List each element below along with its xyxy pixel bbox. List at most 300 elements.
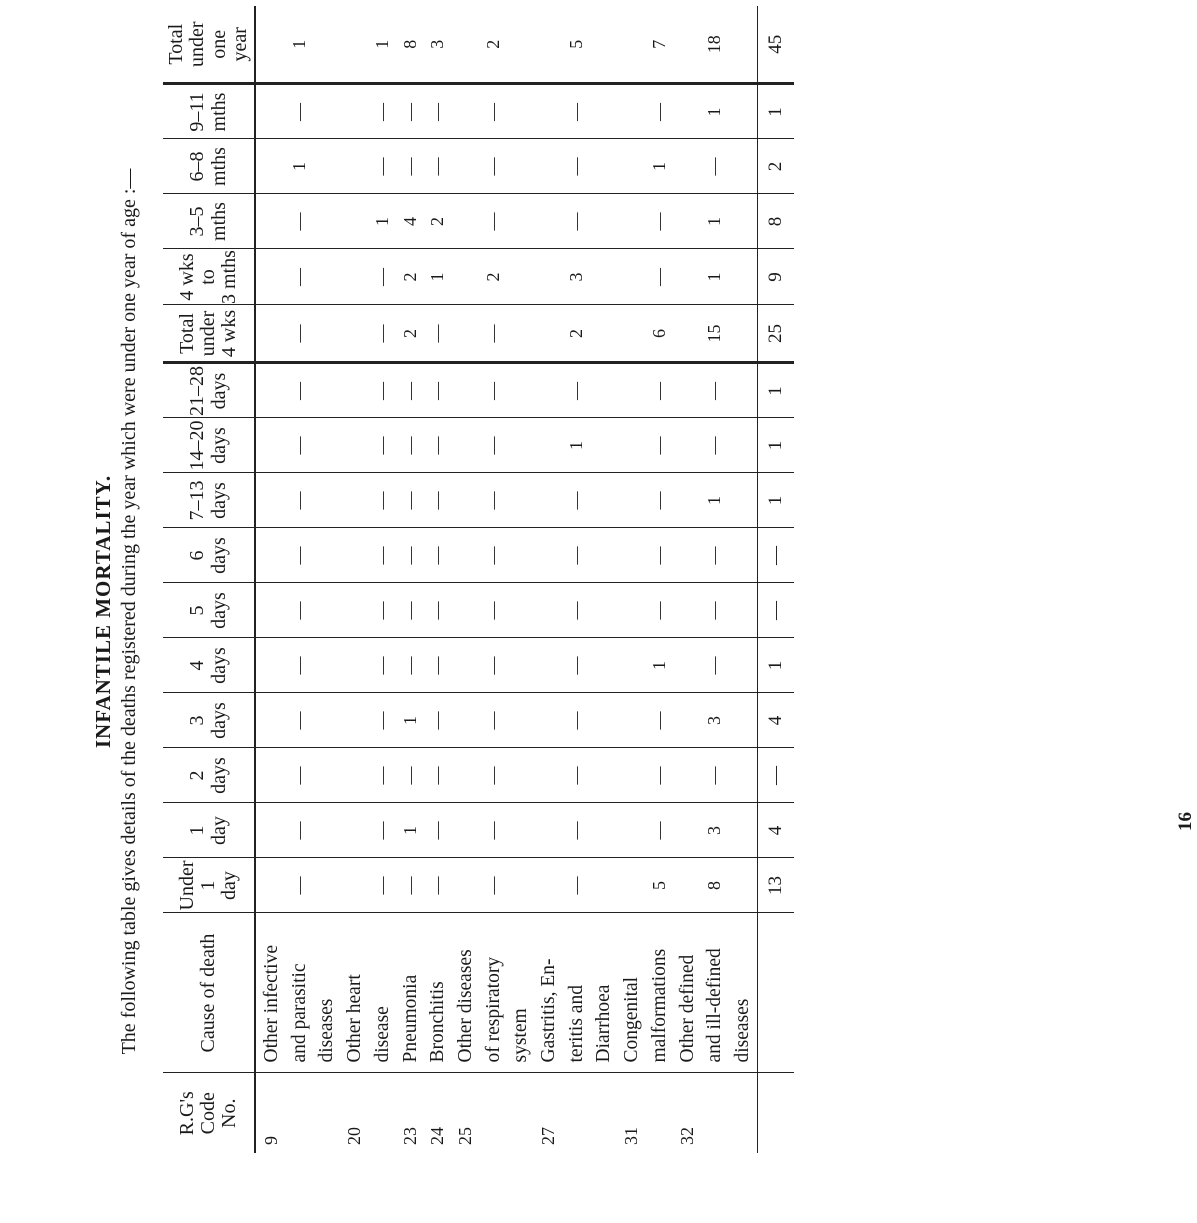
age-count-cell (674, 748, 702, 803)
age-count-cell (341, 528, 369, 583)
cause-of-death-cell: Pneumonia (397, 913, 425, 1073)
age-count-cell (590, 194, 618, 249)
age-count-cell (507, 139, 535, 194)
total-count-cell: 1 (757, 418, 794, 473)
age-count-cell (507, 6, 535, 84)
age-count-cell: — (424, 528, 452, 583)
age-count-cell (729, 693, 757, 748)
infant-mortality-table (163, 6, 794, 1153)
age-count-cell: — (397, 418, 425, 473)
table-row (618, 6, 646, 1153)
col-header-21-28-days: 21–28 days (163, 363, 255, 418)
age-count-cell (341, 748, 369, 803)
age-count-cell: 2 (397, 249, 425, 305)
age-count-cell: 2 (563, 305, 591, 363)
col-header-6-days: 6 days (163, 528, 255, 583)
age-count-cell (507, 249, 535, 305)
age-count-cell (452, 194, 480, 249)
age-count-cell (535, 6, 563, 84)
age-count-cell: — (369, 418, 397, 473)
age-count-cell (452, 638, 480, 693)
age-count-cell: — (646, 194, 674, 249)
rg-code-cell: 9 (261, 1136, 281, 1145)
age-count-cell: 1 (646, 139, 674, 194)
age-count-cell (313, 305, 341, 363)
age-count-cell (618, 748, 646, 803)
age-count-cell (674, 638, 702, 693)
age-count-cell (618, 249, 646, 305)
col-header-5-days: 5 days (163, 583, 255, 638)
age-count-cell (313, 803, 341, 858)
age-count-cell (452, 583, 480, 638)
age-count-cell: — (286, 249, 314, 305)
age-count-cell (674, 363, 702, 418)
age-count-cell: — (563, 693, 591, 748)
age-count-cell: — (397, 139, 425, 194)
age-count-cell: — (286, 638, 314, 693)
table-row (286, 6, 314, 1153)
col-header-2-days: 2 days (163, 748, 255, 803)
age-count-cell (313, 194, 341, 249)
total-count-cell: 45 (757, 6, 794, 84)
age-count-cell (590, 748, 618, 803)
age-count-cell (313, 84, 341, 139)
age-count-cell (452, 858, 480, 913)
age-count-cell (255, 638, 286, 693)
age-count-cell: — (286, 693, 314, 748)
age-count-cell (590, 418, 618, 473)
age-count-cell: — (424, 139, 452, 194)
rg-code-cell: 24 (427, 1127, 448, 1145)
age-count-cell: — (424, 638, 452, 693)
age-count-cell (341, 305, 369, 363)
age-count-cell: — (646, 473, 674, 528)
age-count-cell (341, 418, 369, 473)
age-count-cell: 1 (701, 194, 729, 249)
age-count-cell (674, 249, 702, 305)
age-count-cell (729, 6, 757, 84)
total-count-cell: — (757, 583, 794, 638)
intro-text: The following table gives details of the deaths registered during the year which were under one year of age :— (118, 168, 140, 1055)
age-count-cell (313, 748, 341, 803)
cause-of-death-cell: of respiratory (480, 913, 508, 1073)
age-count-cell (313, 583, 341, 638)
age-count-cell (674, 473, 702, 528)
age-count-cell (729, 363, 757, 418)
age-count-cell (729, 638, 757, 693)
age-count-cell: — (563, 194, 591, 249)
age-count-cell: — (369, 473, 397, 528)
age-count-cell (341, 693, 369, 748)
totals-code-blank (757, 1073, 794, 1153)
age-count-cell: — (424, 84, 452, 139)
age-count-cell: — (646, 693, 674, 748)
age-count-cell: — (563, 473, 591, 528)
rg-code-cell (701, 1073, 729, 1153)
age-count-cell (535, 858, 563, 913)
age-count-cell (674, 583, 702, 638)
age-count-cell (255, 305, 286, 363)
age-count-cell (590, 6, 618, 84)
col-header-1-day: 1 day (163, 803, 255, 858)
table-row (341, 6, 369, 1153)
table-row (424, 6, 452, 1153)
age-count-cell (313, 858, 341, 913)
age-count-cell: — (701, 139, 729, 194)
age-count-cell (313, 693, 341, 748)
total-count-cell: — (757, 528, 794, 583)
totals-row (757, 6, 794, 1153)
age-count-cell: 3 (701, 803, 729, 858)
age-count-cell (313, 139, 341, 194)
age-count-cell: 1 (397, 693, 425, 748)
table-row (563, 6, 591, 1153)
age-count-cell (255, 249, 286, 305)
age-count-cell (674, 803, 702, 858)
age-count-cell (313, 363, 341, 418)
age-count-cell: — (480, 473, 508, 528)
age-count-cell (618, 84, 646, 139)
age-count-cell: — (480, 363, 508, 418)
table-row (507, 6, 535, 1153)
age-count-cell (729, 84, 757, 139)
age-count-cell (535, 305, 563, 363)
cause-of-death-cell: diseases (729, 913, 757, 1073)
cause-of-death-cell: and ill-defined (701, 913, 729, 1073)
age-count-cell: — (701, 363, 729, 418)
age-count-cell: — (286, 363, 314, 418)
age-count-cell (590, 84, 618, 139)
age-count-cell (535, 139, 563, 194)
age-count-cell (255, 84, 286, 139)
age-count-cell: — (397, 363, 425, 418)
age-count-cell (590, 638, 618, 693)
age-count-cell: 1 (397, 803, 425, 858)
age-count-cell (255, 803, 286, 858)
age-count-cell (507, 305, 535, 363)
rg-code-cell (480, 1073, 508, 1153)
age-count-cell: 1 (563, 418, 591, 473)
age-count-cell: — (424, 473, 452, 528)
age-count-cell: 8 (701, 858, 729, 913)
table-row (255, 6, 286, 1153)
age-count-cell: 1 (701, 473, 729, 528)
age-count-cell (729, 194, 757, 249)
age-count-cell (341, 583, 369, 638)
cause-of-death-cell: Other diseases (452, 913, 480, 1073)
age-count-cell: 5 (563, 6, 591, 84)
age-count-cell (618, 803, 646, 858)
age-count-cell: — (286, 84, 314, 139)
age-count-cell: — (701, 748, 729, 803)
table-row (535, 6, 563, 1153)
col-header-total-under-4-wks: Total under 4 wks (163, 305, 255, 363)
age-count-cell: — (424, 803, 452, 858)
age-count-cell: — (424, 583, 452, 638)
age-count-cell (452, 528, 480, 583)
total-count-cell: 25 (757, 305, 794, 363)
age-count-cell (313, 6, 341, 84)
cause-of-death-cell: Gastritis, En- (535, 913, 563, 1073)
age-count-cell: — (397, 528, 425, 583)
age-count-cell (507, 638, 535, 693)
age-count-cell: — (480, 84, 508, 139)
age-count-cell: — (397, 473, 425, 528)
age-count-cell (674, 6, 702, 84)
age-count-cell (313, 473, 341, 528)
total-count-cell: 1 (757, 363, 794, 418)
age-count-cell: — (397, 858, 425, 913)
age-count-cell (313, 638, 341, 693)
rg-code-cell (313, 1073, 341, 1153)
age-count-cell: 1 (286, 139, 314, 194)
cause-of-death-cell: Bronchitis (424, 913, 452, 1073)
col-header-under-1-day: Under 1 day (163, 858, 255, 913)
col-header-total-under-one-year: Total under one year (163, 6, 255, 84)
age-count-cell: — (563, 803, 591, 858)
age-count-cell: — (646, 363, 674, 418)
age-count-cell: — (286, 583, 314, 638)
age-count-cell (341, 249, 369, 305)
age-count-cell: — (480, 858, 508, 913)
age-count-cell (313, 249, 341, 305)
age-count-cell: — (424, 363, 452, 418)
age-count-cell (618, 858, 646, 913)
page-title: INFANTILE MORTALITY. (91, 474, 115, 749)
age-count-cell (507, 418, 535, 473)
cause-of-death-cell: teritis and (563, 913, 591, 1073)
age-count-cell: — (480, 583, 508, 638)
age-count-cell (535, 638, 563, 693)
age-count-cell (729, 528, 757, 583)
age-count-cell (590, 858, 618, 913)
age-count-cell (674, 858, 702, 913)
age-count-cell: — (480, 305, 508, 363)
age-count-cell: 3 (563, 249, 591, 305)
age-count-cell (341, 803, 369, 858)
age-count-cell: — (563, 528, 591, 583)
age-count-cell (255, 693, 286, 748)
age-count-cell: — (646, 803, 674, 858)
table-row (452, 6, 480, 1153)
age-count-cell: — (480, 139, 508, 194)
age-count-cell: — (424, 693, 452, 748)
age-count-cell: 1 (701, 84, 729, 139)
rg-code-cell (286, 1073, 314, 1153)
age-count-cell (452, 305, 480, 363)
age-count-cell: — (646, 748, 674, 803)
age-count-cell (341, 6, 369, 84)
cause-of-death-cell: Other heart (341, 913, 369, 1073)
rg-code-cell (563, 1073, 591, 1153)
age-count-cell: 8 (397, 6, 425, 84)
age-count-cell (255, 473, 286, 528)
header-row (163, 6, 255, 1153)
age-count-cell (618, 305, 646, 363)
age-count-cell: — (480, 693, 508, 748)
age-count-cell: — (286, 748, 314, 803)
age-count-cell (535, 693, 563, 748)
age-count-cell (729, 139, 757, 194)
age-count-cell (618, 638, 646, 693)
total-count-cell: 9 (757, 249, 794, 305)
age-count-cell (507, 363, 535, 418)
cause-of-death-cell: Other infective (255, 913, 286, 1073)
age-count-cell (452, 748, 480, 803)
age-count-cell (618, 139, 646, 194)
age-count-cell (255, 418, 286, 473)
age-count-cell (618, 363, 646, 418)
age-count-cell (674, 84, 702, 139)
age-count-cell: — (480, 638, 508, 693)
total-count-cell: 1 (757, 84, 794, 139)
age-count-cell (255, 528, 286, 583)
age-count-cell (452, 693, 480, 748)
age-count-cell (590, 803, 618, 858)
age-count-cell: — (369, 748, 397, 803)
age-count-cell: 4 (397, 194, 425, 249)
table-row (369, 6, 397, 1153)
age-count-cell: — (369, 583, 397, 638)
age-count-cell: 1 (369, 6, 397, 84)
rg-code-cell: 32 (676, 1127, 697, 1145)
age-count-cell: — (480, 748, 508, 803)
age-count-cell (729, 858, 757, 913)
age-count-cell (507, 194, 535, 249)
age-count-cell: — (286, 194, 314, 249)
total-count-cell: 1 (757, 638, 794, 693)
age-count-cell (535, 418, 563, 473)
col-header-cause: Cause of death (163, 913, 255, 1073)
age-count-cell (255, 583, 286, 638)
age-count-cell (507, 748, 535, 803)
age-count-cell: — (286, 858, 314, 913)
age-count-cell (618, 528, 646, 583)
age-count-cell (590, 583, 618, 638)
age-count-cell (341, 139, 369, 194)
age-count-cell (590, 249, 618, 305)
age-count-cell (255, 363, 286, 418)
age-count-cell (507, 693, 535, 748)
age-count-cell: — (646, 84, 674, 139)
age-count-cell: — (424, 858, 452, 913)
age-count-cell: — (286, 473, 314, 528)
age-count-cell: 2 (424, 194, 452, 249)
age-count-cell (618, 194, 646, 249)
age-count-cell (535, 249, 563, 305)
age-count-cell (674, 418, 702, 473)
age-count-cell (674, 693, 702, 748)
total-count-cell: — (757, 748, 794, 803)
age-count-cell: — (480, 803, 508, 858)
age-count-cell (255, 6, 286, 84)
rg-code-cell (646, 1073, 674, 1153)
age-count-cell (535, 803, 563, 858)
rg-code-cell (507, 1073, 535, 1153)
age-count-cell (255, 748, 286, 803)
age-count-cell (729, 748, 757, 803)
age-count-cell: 2 (397, 305, 425, 363)
total-count-cell: 13 (757, 858, 794, 913)
age-count-cell: — (701, 583, 729, 638)
age-count-cell: — (369, 249, 397, 305)
col-header-7-13-days: 7–13 days (163, 473, 255, 528)
table-row (729, 6, 757, 1153)
age-count-cell: 3 (701, 693, 729, 748)
age-count-cell (507, 858, 535, 913)
age-count-cell (590, 363, 618, 418)
age-count-cell: — (563, 748, 591, 803)
age-count-cell: — (286, 418, 314, 473)
table-row (674, 6, 702, 1153)
age-count-cell: — (369, 305, 397, 363)
cause-of-death-cell: and parasitic (286, 913, 314, 1073)
age-count-cell: — (424, 748, 452, 803)
rg-code-cell (369, 1073, 397, 1153)
age-count-cell (535, 84, 563, 139)
age-count-cell (729, 583, 757, 638)
age-count-cell: — (424, 418, 452, 473)
cause-of-death-cell: system (507, 913, 535, 1073)
age-count-cell: — (563, 363, 591, 418)
age-count-cell: — (369, 84, 397, 139)
totals-cause-blank (757, 913, 794, 1073)
rg-code-cell: 20 (344, 1127, 365, 1145)
age-count-cell (507, 84, 535, 139)
age-count-cell: — (286, 305, 314, 363)
age-count-cell (507, 473, 535, 528)
age-count-cell (452, 418, 480, 473)
table-row (646, 6, 674, 1153)
age-count-cell (618, 583, 646, 638)
cause-of-death-cell: disease (369, 913, 397, 1073)
age-count-cell (341, 638, 369, 693)
age-count-cell (618, 693, 646, 748)
age-count-cell: — (397, 638, 425, 693)
age-count-cell (452, 139, 480, 194)
age-count-cell: — (563, 583, 591, 638)
table-body (255, 6, 794, 1153)
col-header-4-wks-to-3-mths: 4 wks to 3 mths (163, 249, 255, 305)
age-count-cell: 1 (286, 6, 314, 84)
age-count-cell: — (701, 638, 729, 693)
age-count-cell (729, 305, 757, 363)
age-count-cell (255, 139, 286, 194)
table-row (590, 6, 618, 1153)
age-count-cell: — (286, 528, 314, 583)
cause-of-death-cell: Other defined (674, 913, 702, 1073)
age-count-cell: — (563, 638, 591, 693)
total-count-cell: 8 (757, 194, 794, 249)
age-count-cell: — (397, 84, 425, 139)
age-count-cell: — (563, 84, 591, 139)
age-count-cell (341, 858, 369, 913)
rg-code-cell: 23 (399, 1127, 420, 1145)
rg-code-cell: 25 (454, 1127, 475, 1145)
age-count-cell: — (369, 858, 397, 913)
age-count-cell: 2 (480, 249, 508, 305)
age-count-cell: — (646, 418, 674, 473)
age-count-cell: — (480, 528, 508, 583)
age-count-cell (674, 305, 702, 363)
cause-of-death-cell: malformations (646, 913, 674, 1073)
age-count-cell (313, 418, 341, 473)
age-count-cell (590, 693, 618, 748)
age-count-cell (507, 528, 535, 583)
page-number: 16 (1175, 812, 1196, 831)
age-count-cell (590, 305, 618, 363)
age-count-cell (452, 6, 480, 84)
